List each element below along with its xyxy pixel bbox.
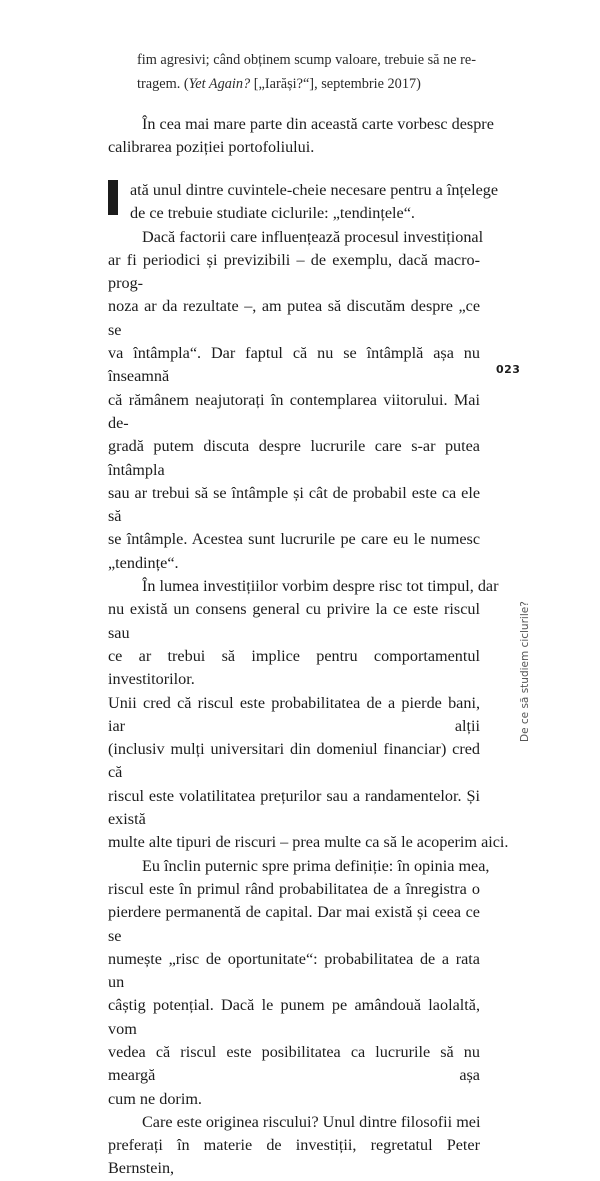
text-line: (inclusiv mulți universitari din domeniul financiar) cred că: [108, 740, 480, 782]
text-line: că rămânem neajutorați în contemplarea viitorului. Mai de-: [108, 390, 480, 432]
text-line: ată unul dintre cuvintele-cheie necesare pentru a înțelege: [130, 181, 499, 199]
text-line: ce ar trebui să implice pentru comportamentul investitorilor.: [108, 646, 480, 689]
quote-source-title: Yet Again?: [188, 76, 251, 92]
text-line: riscul este în primul rând probabilitatea de a înregistra o: [108, 879, 480, 898]
text-line: câștig potențial. Dacă le punem pe amândouă laolaltă, vom: [108, 996, 480, 1038]
text-line: pierdere permanentă de capital. Dar mai există și ceea ce se: [108, 903, 480, 945]
text-line: În cea mai mare parte din această carte vorbesc despre: [142, 115, 494, 133]
text-line: va întâmpla“. Dar faptul că nu se întâmplă așa nu înseamnă: [108, 344, 480, 386]
text-line: riscul este volatilitatea prețurilor sau a randamentelor. Și există: [108, 786, 480, 829]
quote-source-prefix: tragem. (: [137, 76, 189, 92]
page-number: 023: [496, 363, 521, 376]
text-line: nu există un consens general cu privire la ce este riscul sau: [108, 600, 480, 642]
intro-paragraph: [108, 113, 494, 160]
text-line: numește „risc de oportunitate“: probabilitatea de a rata un: [108, 949, 480, 992]
text-line: multe alte tipuri de riscuri – prea multe ca să le acoperim aici.: [108, 833, 509, 852]
text-line: sau ar trebui să se întâmple și cât de probabil este ca ele să: [108, 483, 480, 526]
text-line: calibrarea poziției portofoliului.: [108, 138, 315, 157]
text-line: Eu înclin puternic spre prima definiție: în opinia mea,: [142, 856, 490, 875]
text-line: În lumea investițiilor vorbim despre risc tot timpul, dar: [142, 577, 499, 596]
text-line: Dacă factorii care influențează procesul investițional: [142, 227, 484, 246]
text-line: vedea că riscul este posibilitatea ca lucrurile să nu meargă așa: [108, 1042, 480, 1085]
quote-line: fim agresivi; când obținem scump valoare, trebuie să ne re-: [137, 52, 477, 68]
text-line: Unii cred că riscul este probabilitatea de a pierde bani, iar alții: [108, 693, 480, 735]
text-line: de ce trebuie studiate ciclurile: „tendințele“.: [130, 204, 415, 223]
text-line: noza ar da rezultate –, am putea să discutăm despre „ce se: [108, 297, 480, 339]
running-head: [519, 601, 533, 742]
quote-line: [137, 72, 477, 96]
text-line: cum ne dorim.: [108, 1089, 202, 1108]
text-line: se întâmple. Acestea sunt lucrurile pe care eu le numesc: [108, 530, 480, 549]
quote-source-suffix: [„Iarăși?“], septembrie 2017): [250, 76, 421, 92]
text-line: gradă putem discuta despre lucrurile care s-ar putea întâmpla: [108, 437, 480, 479]
text-line: ar fi periodici și previzibili – de exemplu, dacă macro-prog-: [108, 250, 480, 293]
text-line: preferați în materie de investiții, regretatul Peter Bernstein,: [108, 1136, 480, 1178]
text-line: „tendințe“.: [108, 553, 179, 572]
text-line: Care este originea riscului? Unul dintre filosofii mei: [142, 1112, 481, 1131]
epigraph-quote: [137, 48, 477, 96]
running-head-text: De ce să studiem ciclurile?: [519, 601, 531, 742]
